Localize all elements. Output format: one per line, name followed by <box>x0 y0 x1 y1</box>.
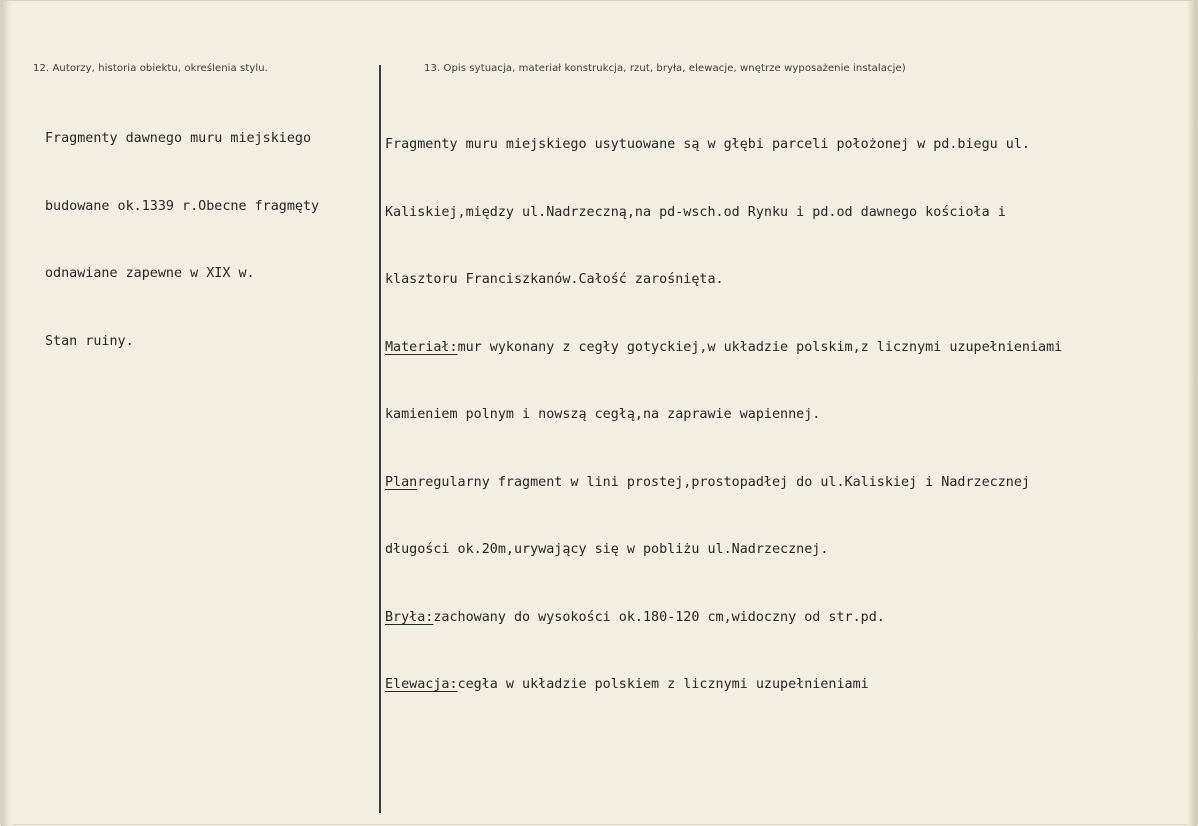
material-line-2: kamieniem polnym i nowszą cegłą,na zaprawie wapiennej. <box>385 407 821 422</box>
card-left-edge <box>1 1 13 826</box>
bryla-label: Bryła: <box>385 609 434 625</box>
field-13-label: 13. Opis sytuacja, materiał konstrukcja, rzut, bryła, elewacje, wnętrze wyposażenie instalacje) <box>424 63 906 74</box>
field-12-text <box>45 83 319 398</box>
card-right-edge <box>1187 1 1197 826</box>
material-text: mur wykonany z cegły gotyckiej,w układzie polskim,z licznymi uzupełnieniami <box>457 339 1063 355</box>
elewacja-line <box>385 674 1062 697</box>
field-13-line: Fragmenty muru miejskiego usytuowane są w głębi parceli położonej w pd.biegu ul. <box>385 137 1030 152</box>
plan-line-2: długości ok.20m,urywający się w pobliżu ul.Nadrzecznej. <box>385 542 829 557</box>
plan-label: Plan <box>385 474 418 490</box>
plan-text: regularny fragment w lini prostej,prostopadłej do ul.Kaliskiej i Nadrzecznej <box>417 474 1030 490</box>
bryla-text: zachowany do wysokości ok.180-120 cm,widoczny od str.pd. <box>433 609 885 625</box>
field-12-line: budowane ok.1339 r.Obecne fragmęty <box>45 198 320 214</box>
field-12-label: 12. Autorzy, historia obiektu, określenia stylu. <box>33 63 268 74</box>
bryla-line <box>385 607 1062 630</box>
material-label: Materiał: <box>385 339 458 355</box>
field-13-line: klasztoru Franciszkanów.Całość zarośnięta. <box>385 272 724 287</box>
field-12-line: Stan ruiny. <box>45 333 134 349</box>
column-divider <box>379 65 381 813</box>
field-12-line: Fragmenty dawnego muru miejskiego <box>45 131 312 146</box>
plan-line <box>385 472 1062 495</box>
field-13-text <box>385 89 1062 742</box>
material-line <box>385 337 1062 360</box>
field-13-line: Kaliskiej,między ul.Nadrzeczną,na pd-wsch.od Rynku i pd.od dawnego kościoła i <box>385 204 1006 220</box>
elewacja-text: cegła w układzie polskiem z licznymi uzupełnieniami <box>457 677 869 692</box>
elewacja-label: Elewacja: <box>385 677 458 692</box>
field-12-line: odnawiane zapewne w XIX w. <box>45 266 255 281</box>
